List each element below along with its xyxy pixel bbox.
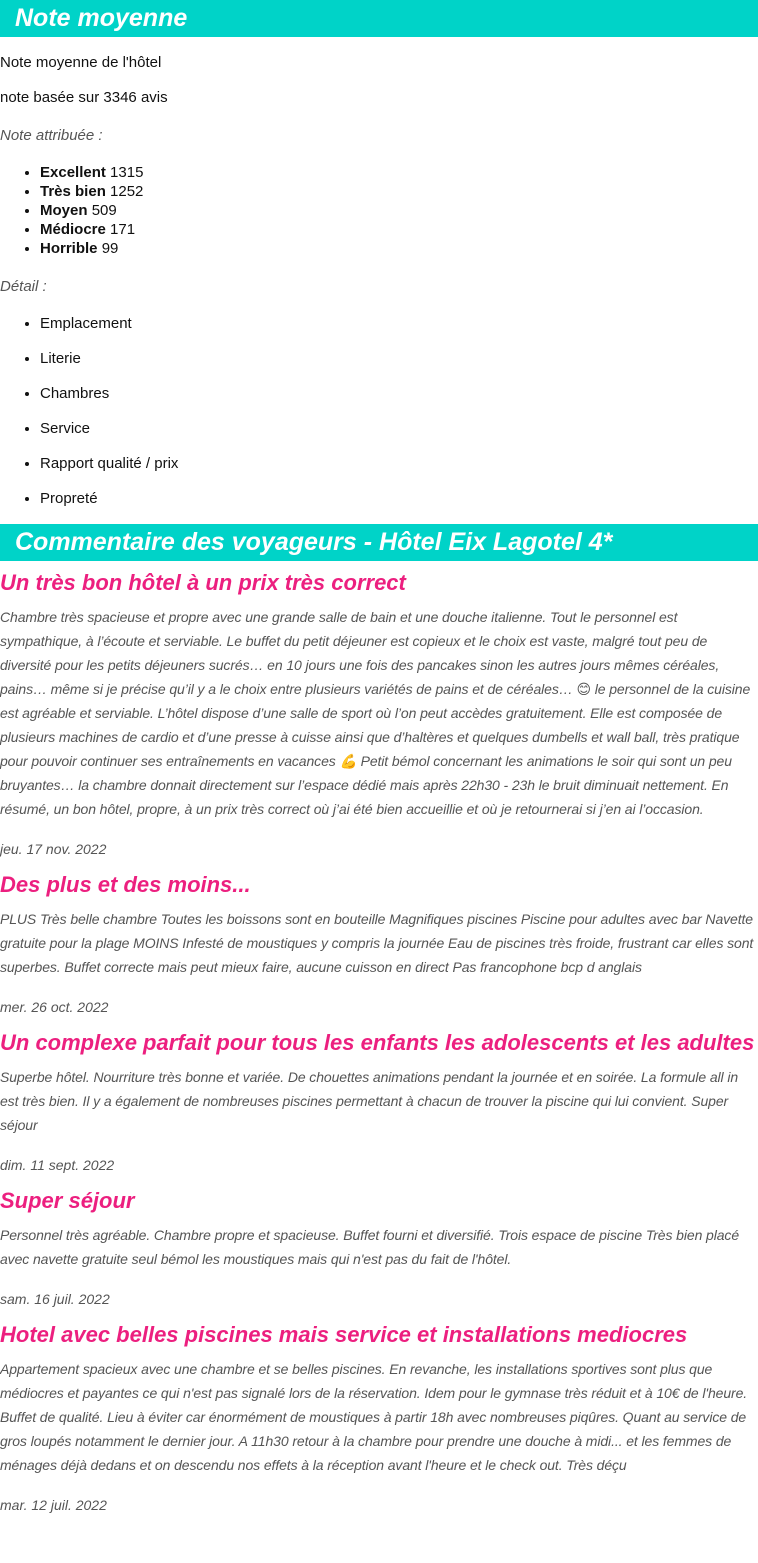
detail-item: • Rapport qualité / prix — [40, 454, 758, 474]
review-date: jeu. 17 nov. 2022 — [0, 841, 107, 857]
rating-item-horrible — [40, 239, 758, 258]
review-count-text: note basée sur 3346 avis — [0, 89, 168, 106]
detail-item: • Emplacement — [40, 314, 758, 334]
detail-list — [0, 314, 758, 509]
review — [0, 1029, 758, 1175]
ratings-list — [0, 163, 758, 258]
review-date: dim. 11 sept. 2022 — [0, 1157, 115, 1173]
detail-label: Détail : — [0, 278, 47, 295]
review — [0, 1321, 758, 1515]
rating-item-mediocre — [40, 220, 758, 239]
rating-item-tres-bien — [40, 182, 758, 201]
review — [0, 871, 758, 1017]
review — [0, 1187, 758, 1309]
detail-item: • Service — [40, 419, 758, 439]
ratings-label: Note attribuée : — [0, 127, 103, 144]
review-body: PLUS Très belle chambre Toutes les boissons sont en bouteille Magnifiques piscines Piscine pour adultes avec bar Navette gratuite pour la plage MOINS Infesté de moustiques y compris la journée Eau de piscines très froide, frustrant car elles sont superbes. Buffet correcte mais peut mieux faire, aucune cuisson en direct Pas francophone bcp d anglais — [0, 911, 754, 975]
review — [0, 569, 758, 859]
review-title: Des plus et des moins... — [0, 872, 251, 897]
rating-section-heading: Note moyenne — [0, 0, 758, 37]
review-body: Chambre très spacieuse et propre avec une grande salle de bain et une douche italienne. Tout le personnel est sympathique, à l’écoute et serviable. Le buffet du petit déjeuner est copieux et le choix est vaste, malgré tout peu de diversité pour les petits déjeuners sucrés… en 10 jours une fois des pancakes sinon les autres jours mêmes céréales, pains… même si je précise qu’il y a le choix entre plusieurs variétés de pains et de céréales… 😊 le personnel de la cuisine est agréable et serviable. L’hôtel dispose d’une salle de sport où l’on peut accèdes gratuitement. Elle est composée de plusieurs machines de cardio et d’une presse à cuisse ainsi que d’haltères et quelques dumbells et wall ball, très pratique pour pouvoir continuer ses entraînements en vacances 💪 Petit bémol concernant les animations le soir qui sont un peu bruyantes… la chambre donnait directement sur l’espace dédié mais après 22h30 - 23h le bruit diminuait nettement. En résumé, un bon hôtel, propre, à un prix très correct où j’ai été bien accueillie et où je retournerai si j’en ai l’occasion. — [0, 609, 751, 817]
rating-count: 509 — [91, 202, 117, 219]
rating-label: Horrible — [40, 240, 98, 257]
rating-item-excellent — [40, 163, 758, 182]
review-date: sam. 16 juil. 2022 — [0, 1291, 110, 1307]
reviews-section-heading: Commentaire des voyageurs - Hôtel Eix Lagotel 4* — [0, 524, 758, 561]
rating-label: Médiocre — [40, 221, 106, 238]
rating-count: 171 — [110, 221, 136, 238]
review-date: mar. 12 juil. 2022 — [0, 1497, 107, 1513]
review-date: mer. 26 oct. 2022 — [0, 999, 109, 1015]
review-title: Hotel avec belles piscines mais service et installations mediocres — [0, 1322, 688, 1347]
review-body: Appartement spacieux avec une chambre et se belles piscines. En revanche, les installations sportives sont plus que médiocres et payantes ce qui n'est pas signalé lors de la réservation. Idem pour le gymnase très réduit et à 10€ de l'heure. Buffet de qualité. Lieu à éviter car énormément de moustiques à partir 18h avec nombreuses piqûres. Quant au service de gros loupés notamment le dernier jour. A 11h30 retour à la chambre pour prendre une douche à midi... et les femmes de ménages déjà dedans et on descendu nos effets à la réception avant l'heure et le check out. Très déçu — [0, 1361, 748, 1473]
detail-item: • Literie — [40, 349, 758, 369]
rating-label: Excellent — [40, 164, 106, 181]
review-title: Un complexe parfait pour tous les enfants les adolescents et les adultes — [0, 1030, 755, 1055]
rating-count: 99 — [101, 240, 119, 257]
hotel-average-subtitle: Note moyenne de l'hôtel — [0, 54, 162, 71]
review-body: Superbe hôtel. Nourriture très bonne et variée. De chouettes animations pendant la journée et en soirée. La formule all in est très bien. Il y a également de nombreuses piscines permettant à chacun de trouver la piscine qui lui convient. Super séjour — [0, 1069, 739, 1133]
detail-item: • Propreté — [40, 489, 758, 509]
rating-label: Très bien — [40, 183, 106, 200]
rating-label: Moyen — [40, 202, 88, 219]
review-title: Super séjour — [0, 1188, 135, 1213]
rating-count: 1252 — [110, 183, 144, 200]
rating-item-moyen — [40, 201, 758, 220]
rating-count: 1315 — [110, 164, 144, 181]
detail-item: • Chambres — [40, 384, 758, 404]
review-body: Personnel très agréable. Chambre propre et spacieuse. Buffet fourni et diversifié. Trois espace de piscine Très bien placé avec navette gratuite seul bémol les moustiques mais qui n'est pas du fait de l'hôtel. — [0, 1227, 740, 1267]
review-title: Un très bon hôtel à un prix très correct — [0, 570, 406, 595]
